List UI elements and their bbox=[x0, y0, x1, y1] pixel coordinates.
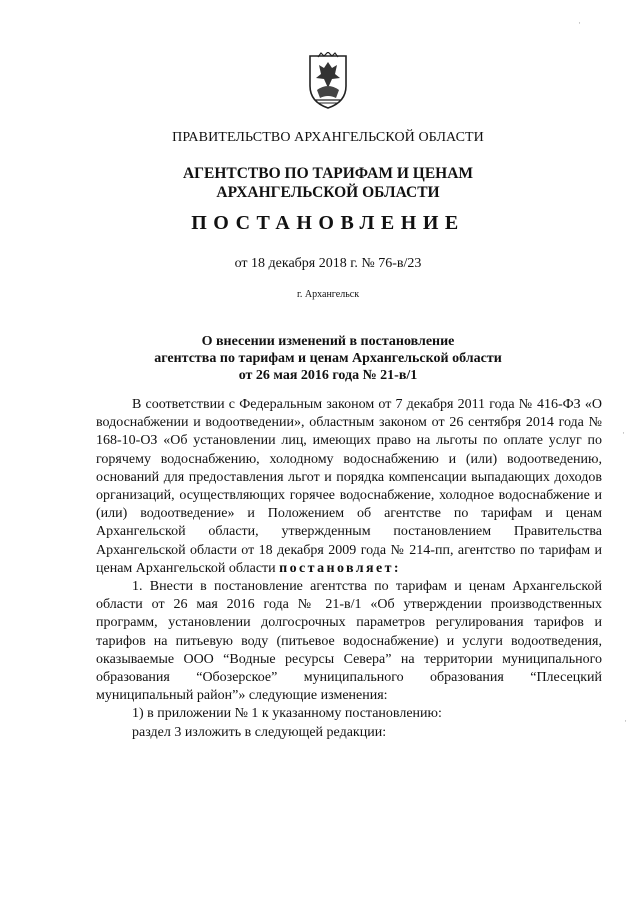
document-subject bbox=[0, 333, 640, 384]
agency-name bbox=[0, 164, 640, 202]
document-type: ПОСТАНОВЛЕНИЕ bbox=[191, 212, 465, 234]
scan-mark: · bbox=[578, 18, 581, 28]
subject-line3: от 26 мая 2016 года № 21-в/1 bbox=[238, 368, 418, 383]
coat-of-arms-icon bbox=[305, 52, 351, 110]
scan-mark: · bbox=[624, 716, 627, 726]
date-and-number: от 18 декабря 2018 г. № 76-в/23 bbox=[234, 256, 422, 271]
agency-name-line1: АГЕНТСТВО ПО ТАРИФАМ И ЦЕНАМ bbox=[182, 165, 474, 182]
item-1-paragraph: 1. Внести в постановление агентства по тарифам и ценам Архангельской области от 26 мая 2016 года № 21-в/1 «Об утверждении производственных программ, установлении долгосрочных параметров регулирования тарифов и тарифов на питьевую воду (питьевое водоснабжение) и услуги водоотведения, оказываемые ООО “Водные ресурсы Севера” на территории муниципального образования “Обозерское” муниципального образования “Плесецкий муниципальный район”» следующие изменения: bbox=[96, 579, 602, 704]
scan-mark: · bbox=[622, 428, 625, 438]
subject-line2: агентства по тарифам и ценам Архангельской области bbox=[154, 351, 502, 366]
section-3-paragraph: раздел 3 изложить в следующей редакции: bbox=[132, 724, 387, 740]
document-body bbox=[96, 396, 602, 742]
preamble-paragraph bbox=[96, 396, 602, 578]
resolves-word: постановляет: bbox=[279, 560, 401, 576]
subitem-1-paragraph: 1) в приложении № 1 к указанному постановлению: bbox=[132, 706, 442, 722]
subject-line1: О внесении изменений в постановление bbox=[201, 334, 455, 349]
preamble-text: В соответствии с Федеральным законом от 7 декабря 2011 года № 416-ФЗ «О водоснабжении и водоотведении», областным законом от 26 сентября 2014 года № 168-10-ОЗ «Об установлении лиц, имеющих право на льготы по оплате услуг по горячему водоснабжению, холодному водоснабжению и (или) водоотведению, оснований для предоставления льгот и порядка компенсации выпадающих доходов организаций, осуществляющих горячее водоснабжение, холодное водоснабжение и (или) водоотведение» и Положением об агентстве по тарифам и ценам Архангельской области, утвержденным постановлением Правительства Архангельской области от 18 декабря 2009 года № 214-пп, агентство по тарифам и ценам Архангельской области bbox=[96, 397, 602, 576]
government-name: ПРАВИТЕЛЬСТВО АРХАНГЕЛЬСКОЙ ОБЛАСТИ bbox=[172, 130, 484, 145]
agency-name-line2: АРХАНГЕЛЬСКОЙ ОБЛАСТИ bbox=[216, 184, 440, 201]
city: г. Архангельск bbox=[296, 289, 360, 300]
